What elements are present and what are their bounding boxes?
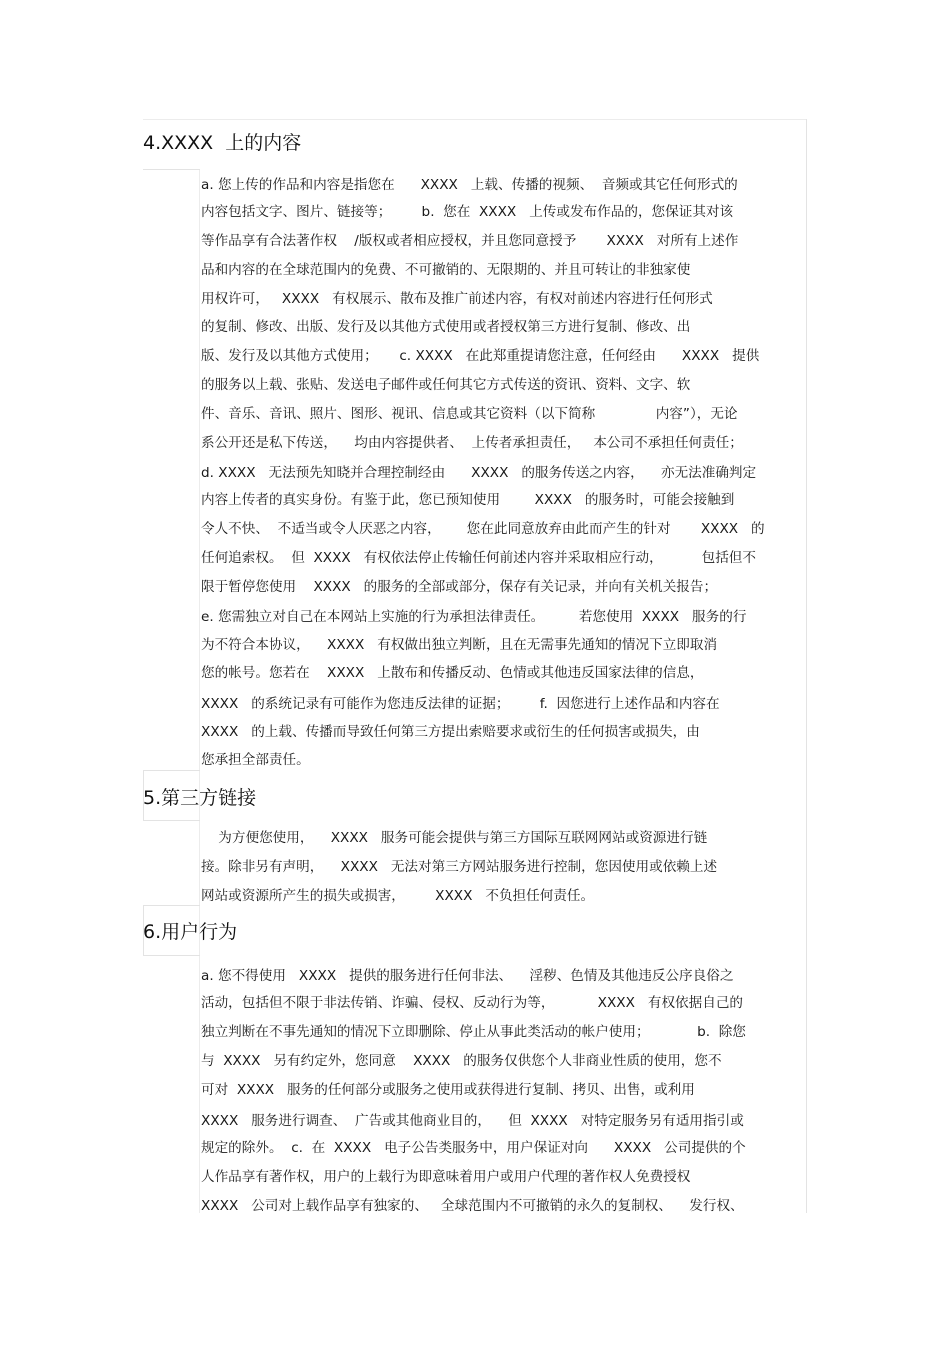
- text-line: 令人不快、 不适当或令人厌恶之内容， 您在此同意放弃由此而产生的针对 XXXX 的: [201, 521, 765, 537]
- text-line: 网站或资源所产生的损失或损害， XXXX 不负担任何责任。: [201, 888, 595, 904]
- section-heading: 6.用户行为: [143, 921, 238, 943]
- heading-rule: [143, 905, 200, 906]
- text-line: 接。除非另有声明， XXXX 无法对第三方网站服务进行控制，您因使用或依赖上述: [201, 859, 718, 875]
- section-heading: 5.第三方链接: [143, 787, 257, 809]
- text-line: e. 您需独立对自己在本网站上实施的行为承担法律责任。 若您使用 XXXX 服务的行: [201, 609, 747, 625]
- text-line: a. 您上传的作品和内容是指您在 XXXX 上载、传播的视频、 音频或其它任何形式的: [201, 177, 738, 193]
- text-line: XXXX 服务进行调查、 广告或其他商业目的， 但 XXXX 对特定服务另有适用指引或: [201, 1113, 744, 1129]
- text-line: 版、发行及以其他方式使用； c. XXXX 在此郑重提请您注意，任何经由 XXXX 提供: [201, 348, 760, 364]
- text-line: 内容包括文字、图片、链接等； b. 您在 XXXX 上传或发布作品的，您保证其对该: [201, 204, 734, 220]
- page-border-right: [806, 119, 807, 1213]
- text-line: 内容上传者的真实身份。有鉴于此，您已预知使用 XXXX 的服务时，可能会接触到: [201, 492, 735, 508]
- text-line: XXXX 的上载、传播而导致任何第三方提出索赔要求或衍生的任何损害或损失，由: [201, 724, 700, 740]
- text-line: XXXX 的系统记录有可能作为您违反法律的证据； f. 因您进行上述作品和内容在: [201, 696, 720, 712]
- text-line: 可对 XXXX 服务的任何部分或服务之使用或获得进行复制、拷贝、出售，或利用: [201, 1082, 695, 1098]
- text-line: 您承担全部责任。: [201, 752, 310, 768]
- text-line: 的复制、修改、出版、发行及以其他方式使用或者授权第三方进行复制、修改、出: [201, 319, 691, 335]
- text-line: 限于暂停您使用 XXXX 的服务的全部或部分，保存有关记录，并向有关机关报告；: [201, 579, 718, 595]
- text-line: 件、音乐、音讯、照片、图形、视讯、信息或其它资料（以下简称 内容”），无论: [201, 406, 738, 422]
- heading-rule: [143, 169, 200, 170]
- text-line: 人作品享有著作权，用户的上载行为即意味着用户或用户代理的著作权人免费授权: [201, 1169, 691, 1185]
- text-line: 等作品享有合法著作权 /版权或者相应授权，并且您同意授予 XXXX 对所有上述作: [201, 233, 739, 249]
- text-line: XXXX 公司对上载作品享有独家的、 全球范围内不可撤销的永久的复制权、 发行权、: [201, 1198, 744, 1214]
- page-border-left: [199, 169, 200, 1213]
- text-line: 系公开还是私下传送， 均由内容提供者、 上传者承担责任， 本公司不承担任何责任；: [201, 435, 743, 451]
- text-line: 为不符合本协议， XXXX 有权做出独立判断，且在无需事先通知的情况下立即取消: [201, 637, 718, 653]
- text-line: 您的帐号。您若在 XXXX 上散布和传播反动、色情或其他违反国家法律的信息，: [201, 665, 704, 681]
- section-heading: 4.XXXX 上的内容: [143, 132, 302, 154]
- heading-rule: [143, 770, 200, 771]
- text-line: 独立判断在不事先通知的情况下立即删除、停止从事此类活动的帐户使用； b. 除您: [201, 1024, 746, 1040]
- text-line: 任何追索权。 但 XXXX 有权依法停止传输任何前述内容并采取相应行动， 包括但不: [201, 550, 756, 566]
- text-line: 与 XXXX 另有约定外，您同意 XXXX 的服务仅供您个人非商业性质的使用，您不: [201, 1053, 722, 1069]
- text-line: a. 您不得使用 XXXX 提供的服务进行任何非法、 淫秽、色情及其他违反公序良俗之: [201, 968, 734, 984]
- text-line: 为方便您使用， XXXX 服务可能会提供与第三方国际互联网网站或资源进行链: [201, 830, 708, 846]
- text-line: 规定的除外。 c. 在 XXXX 电子公告类服务中，用户保证对向 XXXX 公司提供的个: [201, 1140, 746, 1156]
- text-line: 用权许可， XXXX 有权展示、散布及推广前述内容，有权对前述内容进行任何形式: [201, 291, 713, 307]
- text-line: 的服务以上载、张贴、发送电子邮件或任何其它方式传送的资讯、资料、文字、软: [201, 377, 691, 393]
- heading-rule: [143, 955, 200, 956]
- text-line: 活动，包括但不限于非法传销、诈骗、侵权、反动行为等， XXXX 有权依据自己的: [201, 995, 744, 1011]
- text-line: d. XXXX 无法预先知晓并合理控制经由 XXXX 的服务传送之内容， 亦无法准确判定: [201, 465, 757, 481]
- heading-rule: [143, 820, 200, 821]
- page-border-top: [143, 119, 807, 120]
- text-line: 品和内容的在全球范围内的免费、不可撤销的、无限期的、并且可转让的非独家使: [201, 262, 691, 278]
